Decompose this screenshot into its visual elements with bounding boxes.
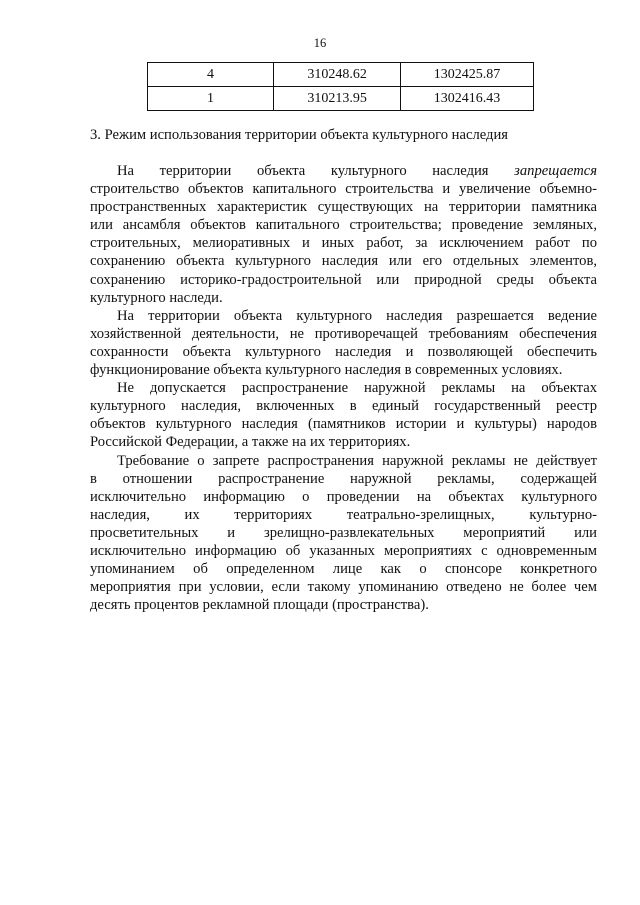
- paragraph-line: культурного наследия, включенных в единый государственный реестр: [90, 398, 597, 415]
- paragraph-line: На территории объекта культурного наследия запрещается: [117, 163, 597, 179]
- paragraph-line: в отношении распространение наружной рекламы, содержащей: [90, 470, 597, 487]
- paragraph-line: пространственных характеристик существующих на территории памятника: [90, 199, 597, 216]
- paragraph-line: культурного наследи.: [90, 289, 223, 306]
- paragraph-line: десять процентов рекламной площади (пространства).: [90, 597, 429, 614]
- table-cell-point-number: 4: [148, 63, 274, 87]
- paragraph-advertising-exception: [90, 452, 597, 615]
- table-cell-point-number: 1: [148, 87, 274, 111]
- table-cell-y: 1302416.43: [401, 87, 534, 111]
- table-cell-x: 310248.62: [274, 63, 401, 87]
- paragraph-line: объектов культурного наследия (памятников истории и культуры) народов: [90, 416, 597, 433]
- table-row: [148, 63, 534, 87]
- paragraph-line: строительство объектов капитального строительства и увеличение объемно-: [90, 181, 597, 198]
- table-cell-x: 310213.95: [274, 87, 401, 111]
- page-number: 16: [313, 36, 327, 50]
- paragraph-line: просветительных и зрелищно-развлекательных мероприятий или: [90, 524, 597, 541]
- paragraph-line: строительных, мелиоративных и иных работ, за исключением работ по: [90, 235, 597, 252]
- paragraph-permissions: [90, 307, 597, 379]
- paragraph-line: На территории объекта культурного наследия разрешается ведение: [117, 307, 597, 324]
- emphasized-word: запрещается: [514, 163, 597, 179]
- paragraph-line: Требование о запрете распространения наружной рекламы не действует: [117, 452, 597, 469]
- paragraph-line: или ансамбля объектов капитального строительства; проведение земляных,: [90, 217, 597, 234]
- section-heading: 3. Режим использования территории объекта культурного наследия: [90, 127, 508, 143]
- paragraph-line: хозяйственной деятельности, не противоречащей требованиям обеспечения: [90, 325, 597, 342]
- paragraph-line: наследия, их территориях театрально-зрелищных, культурно-: [90, 506, 597, 523]
- paragraph-line: сохранению объекта культурного наследия или его отдельных элементов,: [90, 253, 597, 270]
- paragraph-line: мероприятия при условии, если такому упоминанию отведено не более чем: [90, 579, 597, 596]
- body-text: [90, 162, 597, 614]
- paragraph-line: Российской Федерации, а также на их территориях.: [90, 434, 411, 451]
- paragraph-line: Не допускается распространение наружной рекламы на объектах: [117, 380, 597, 397]
- paragraph-line: упоминанием об определенном лице как о спонсоре конкретного: [90, 561, 597, 578]
- paragraph-prohibitions: [90, 162, 597, 307]
- table-cell-y: 1302425.87: [401, 63, 534, 87]
- paragraph-line: сохранению историко-градостроительной или природной среды объекта: [90, 271, 597, 288]
- paragraph-advertising-ban: [90, 379, 597, 451]
- paragraph-line: сохранности объекта культурного наследия и позволяющей обеспечить: [90, 343, 597, 360]
- paragraph-line: исключительно информацию о проведении на объектах культурного: [90, 488, 597, 505]
- table-row: [148, 87, 534, 111]
- paragraph-line: функционирование объекта культурного наследия в современных условиях.: [90, 362, 563, 379]
- paragraph-line: исключительно информацию об указанных мероприятиях с одновременным: [90, 542, 597, 559]
- coordinates-table: [147, 62, 534, 111]
